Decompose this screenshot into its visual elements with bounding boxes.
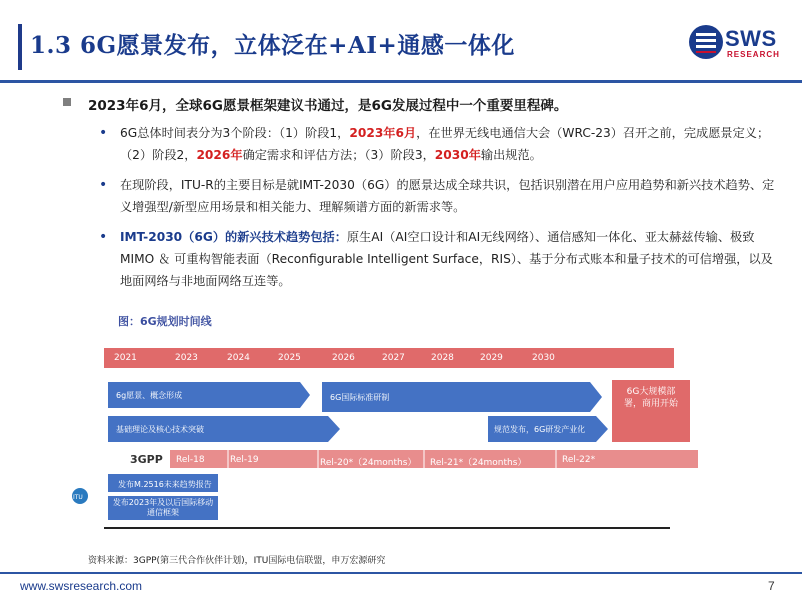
page-number: 7 <box>768 579 775 593</box>
footer-url-link[interactable]: www.swsresearch.com <box>20 579 143 593</box>
year-label: 2021 <box>114 353 137 363</box>
tech-trends-body: 原生AI（AI空口设计和AI无线网络）、通信感知一体化、亚太赫兹传输、极致MIMO ＆ 可重构智能表面（Reconfigurable Intelligent Surface，RIS）、基于分布式账本和量子技术的可信增强，以及地面网络与非地面网络互连等。 <box>120 230 773 288</box>
release-label: Rel-18 <box>176 455 205 465</box>
bullet-itu-goal: 在现阶段，ITU-R的主要目标是就IMT-2030（6G）的愿景达成全球共识，包括识别潜在用户应用趋势和新兴技术趋势、定义增强型/新型应用场景和相关能力、理解频谱方面的新需求等。 <box>120 178 775 214</box>
main-point: 2023年6月，全球6G愿景框架建议书通过，是6G发展过程中一个重要里程碑。 <box>88 98 568 114</box>
industry-label: 规范发布，6G研发产业化 <box>494 425 586 434</box>
org-itu-logo: ITU <box>73 494 83 501</box>
theory-label: 基础理论及核心技术突破 <box>116 425 204 434</box>
org-3gpp-logo: 3GPP <box>130 453 163 466</box>
itu-framework-label: 发布2023年及以后国际移动通信框架 <box>112 498 214 517</box>
deploy-label: 6G大规模部署，商用开始 <box>623 387 678 409</box>
year-label: 2023 <box>175 353 198 363</box>
year-label: 2029 <box>480 353 503 363</box>
phase-text-4: 输出规范。 <box>480 148 542 162</box>
logo-subtitle: RESEARCH <box>727 50 780 59</box>
phase-text-3: 确定需求和评估方法；（3）阶段3， <box>242 148 435 162</box>
bullet-dot-icon: • <box>99 125 108 141</box>
year-label: 2028 <box>431 353 454 363</box>
highlight-2023: 2023年6月 <box>349 126 417 140</box>
release-label: Rel-20*（24months） <box>320 458 417 468</box>
highlight-2026: 2026年 <box>196 148 243 162</box>
bullet-dot-icon: • <box>99 177 108 193</box>
tech-trends-heading: IMT-2030（6G）的新兴技术趋势包括： <box>120 230 347 244</box>
figure-title: 图：6G规划时间线 <box>118 315 212 328</box>
highlight-2030: 2030年 <box>434 148 481 162</box>
year-label: 2025 <box>278 353 301 363</box>
footer-divider <box>0 572 802 574</box>
release-label: Rel-22* <box>562 455 596 465</box>
bullet-dot-icon: • <box>99 229 108 245</box>
year-label: 2030 <box>532 353 555 363</box>
vision-label: 6g愿景、概念形成 <box>116 391 183 400</box>
page-title: 1.3 6G愿景发布，立体泛在+AI+通感一体化 <box>30 32 515 59</box>
release-label: Rel-21*（24months） <box>430 458 527 468</box>
year-label: 2026 <box>332 353 355 363</box>
source-note: 资料来源：3GPP(第三代合作伙伴计划)，ITU国际电信联盟，申万宏源研究 <box>88 556 386 566</box>
phase-text-2: ，在世界无线电通信大会（WRC-23）召开之前，完成愿景定义；（2）阶段2， <box>120 126 770 162</box>
logo-wordmark: SWS <box>725 26 777 51</box>
year-label: 2024 <box>227 353 250 363</box>
phase-text-1: 6G总体时间表分为3个阶段：（1）阶段1， <box>120 126 350 140</box>
release-label: Rel-19 <box>230 455 259 465</box>
itu-report-label: 发布M.2516未来趋势报告 <box>118 480 212 489</box>
standard-label: 6G国际标准研制 <box>330 393 390 402</box>
year-label: 2027 <box>382 353 405 363</box>
